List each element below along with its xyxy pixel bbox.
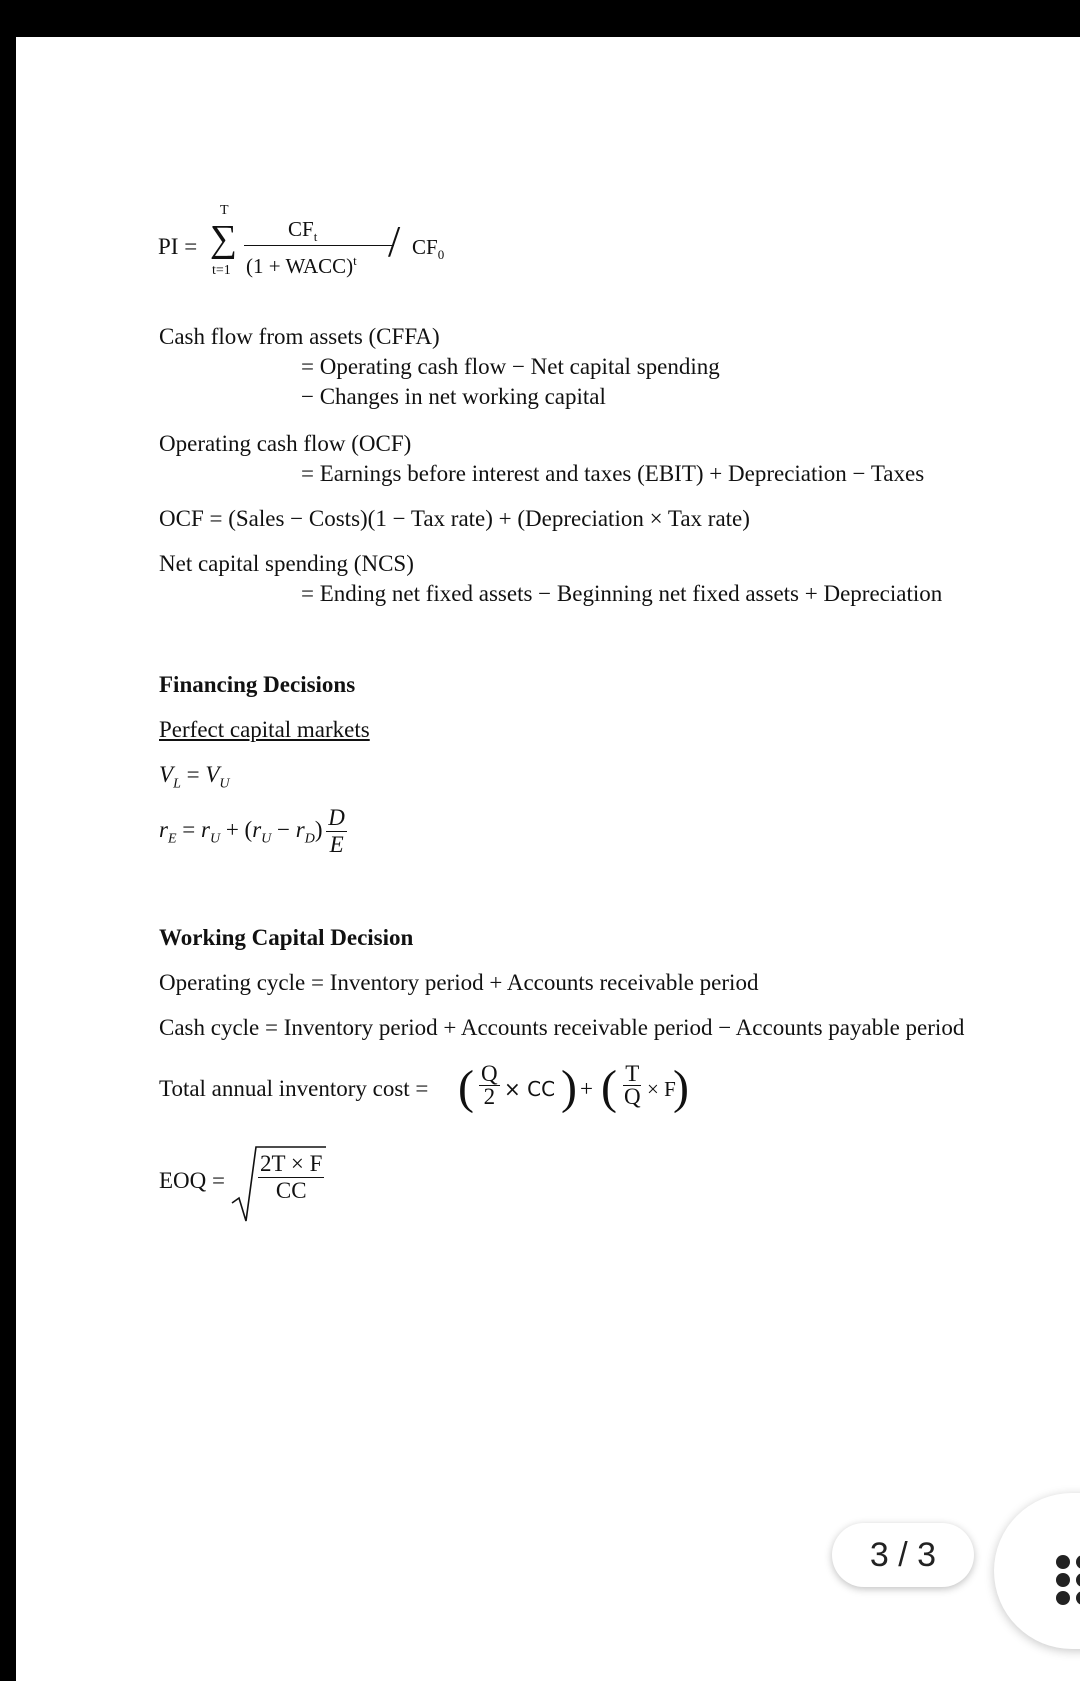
pi-sum-upper: T bbox=[220, 203, 229, 218]
eoq-formula: EOQ = $\frac{2T \times F}{CC}$ bbox=[159, 1143, 359, 1227]
document-page bbox=[16, 37, 1080, 1681]
t-over-q-fraction: $\frac{T}{Q}$ bbox=[624, 1061, 641, 1109]
ocf-formula: OCF = (Sales − Costs)(1 − Tax rate) + (Depreciation × Tax rate) bbox=[159, 506, 750, 531]
pi-numerator: $CF_t$ bbox=[288, 217, 318, 245]
menu-button[interactable] bbox=[994, 1493, 1080, 1649]
pi-tail: $CF_0$ bbox=[412, 235, 445, 263]
ncs-label: Net capital spending (NCS) bbox=[159, 551, 414, 576]
working-capital-heading: Working Capital Decision bbox=[159, 925, 414, 950]
operating-cycle-formula: Operating cycle = Inventory period + Accounts receivable period bbox=[159, 970, 759, 995]
ocf-line1: = Earnings before interest and taxes (EBIT) + Depreciation − Taxes bbox=[301, 461, 925, 486]
vl-vu-formula: $V_L = V_U$ bbox=[159, 762, 230, 792]
pi-denominator: (1 + WACC)$^t$ bbox=[246, 253, 357, 278]
pi-lhs: PI = bbox=[158, 234, 198, 259]
pi-slash: / bbox=[388, 217, 401, 266]
page-indicator[interactable]: 3 / 3 bbox=[832, 1523, 974, 1587]
cffa-line1: = Operating cash flow − Net capital spending bbox=[301, 354, 720, 379]
eoq-fraction: $\frac{2T \times F}{CC}$ bbox=[260, 1151, 323, 1203]
cffa-label: Cash flow from assets (CFFA) bbox=[159, 324, 440, 349]
d-over-e-fraction: $\frac{D}{E}$ bbox=[328, 805, 345, 857]
pi-fraction-bar bbox=[244, 245, 394, 246]
ncs-line1: = Ending net fixed assets − Beginning net fixed assets + Depreciation bbox=[301, 581, 943, 606]
cash-cycle-formula: Cash cycle = Inventory period + Accounts receivable period − Accounts payable period bbox=[159, 1015, 965, 1040]
pi-formula bbox=[158, 203, 458, 293]
q-over-2-fraction: $\frac{Q}{2}$ bbox=[481, 1061, 498, 1109]
pi-sum-lower: t=1 bbox=[212, 263, 231, 278]
total-inventory-cost-formula: Total annual inventory cost = ( $\frac{Q}{2}$ × CC ) + ( $\frac{T}{Q}$ × F ) bbox=[159, 1061, 689, 1114]
financing-subheading: Perfect capital markets bbox=[159, 717, 370, 742]
ocf-label: Operating cash flow (OCF) bbox=[159, 431, 412, 456]
re-formula: $r_E = r_U + (r_U - r_D)$ $\frac{D}{E}$ bbox=[159, 805, 345, 857]
cffa-line2: − Changes in net working capital bbox=[301, 384, 606, 409]
financing-heading: Financing Decisions bbox=[159, 672, 356, 697]
pi-sigma: ∑ bbox=[210, 218, 238, 260]
